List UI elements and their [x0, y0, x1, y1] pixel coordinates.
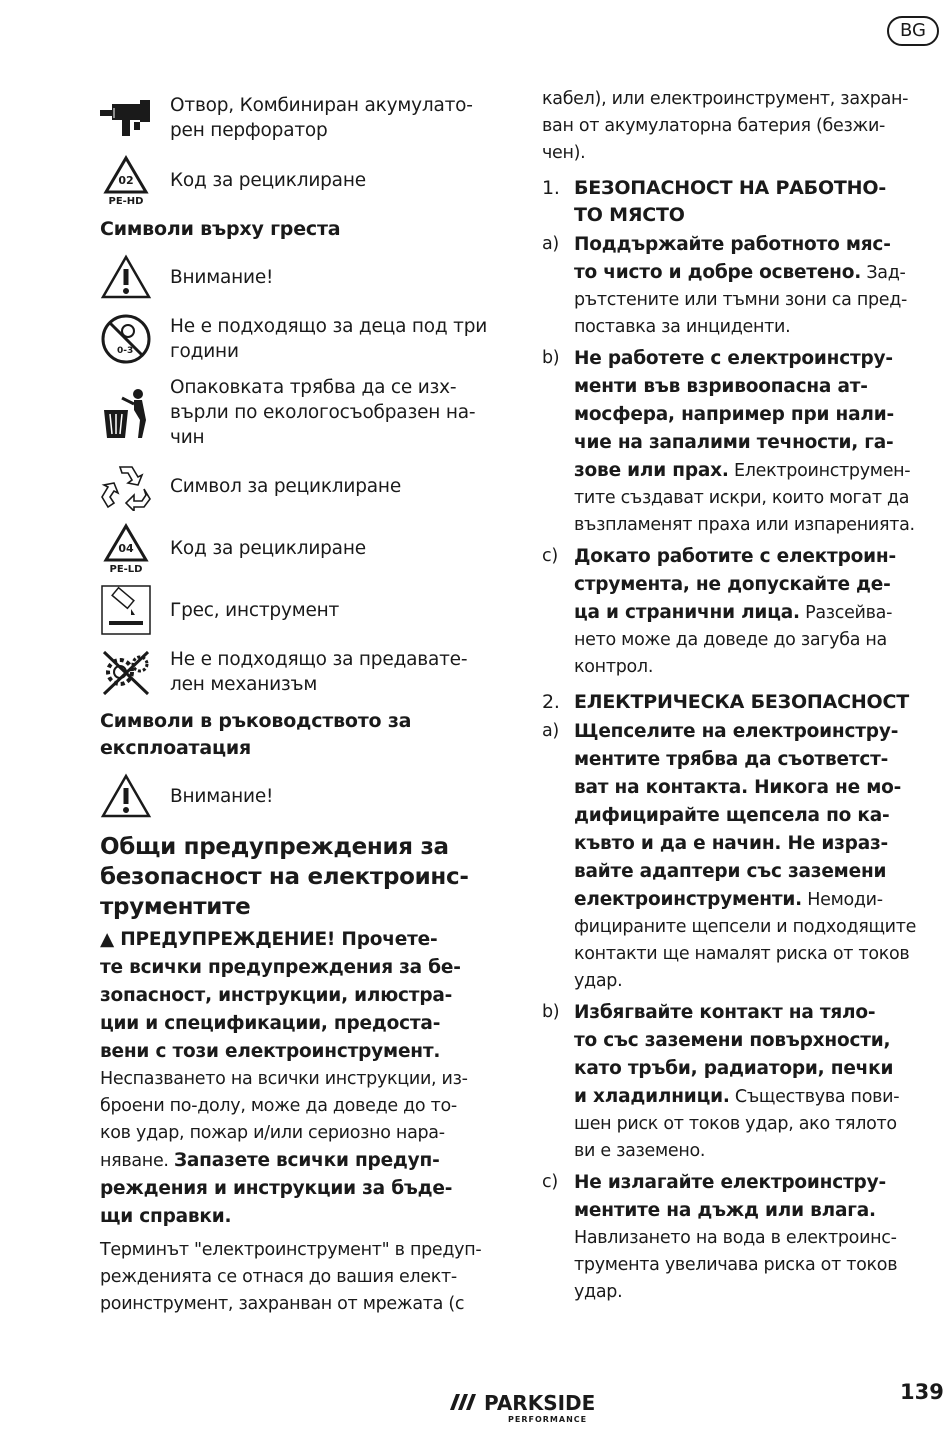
- symbol-label: Не е подходящо за предавате- лен механизъм: [170, 649, 468, 695]
- recycle-code-02-icon: [100, 154, 152, 206]
- brand-sub: PERFORMANCE: [508, 1415, 588, 1424]
- item-body: [574, 999, 899, 1165]
- recycle-code-04-icon: [100, 522, 152, 574]
- symbol-label: Отвор, Комбиниран акумулато- рен перфоратор: [170, 95, 473, 141]
- warning-bold: ▲ ПРЕДУПРЕЖДЕНИЕ! Прочете- те всички предупреждения за бе- зопасност, инструкции, илюстра- ции и спецификации, предоста- вени с този електроинструмент.: [100, 929, 461, 1062]
- item-text: Зад- рътстените или тъмни зони са пред- поставка за инциденти.: [574, 263, 908, 337]
- svg-text:PE-HD: PE-HD: [108, 196, 144, 206]
- no-gear-icon: [100, 646, 152, 698]
- section-heading: [542, 689, 942, 716]
- recycle-icon: [100, 460, 152, 512]
- item-body: [574, 1169, 897, 1306]
- right-column: [542, 86, 942, 1310]
- svg-text:PE-LD: PE-LD: [109, 564, 143, 574]
- symbol-row: [100, 375, 500, 450]
- item-bold: Избягвайте контакт на тяло- то със заземени повърхности, като тръби, радиатори, печки и хладилници.: [574, 1002, 894, 1107]
- item-bold: Поддържайте работното мяс- то чисто и добре осветено.: [574, 234, 891, 283]
- list-item: [542, 999, 942, 1165]
- list-item: [542, 231, 942, 341]
- item-text: Немоди- фицираните щепсели и подходящите контакти ще намалят риска от токов удар.: [574, 890, 917, 991]
- grease-tool-icon: [100, 584, 152, 636]
- symbol-row: [100, 646, 500, 698]
- section-number: 1.: [542, 177, 560, 199]
- manual-symbols-heading: Символи в ръководството за експлоатация: [100, 710, 412, 759]
- warning-icon: [100, 251, 152, 303]
- symbol-row: [100, 313, 500, 365]
- item-body: [574, 718, 916, 995]
- list-item: [542, 718, 942, 995]
- symbol-row: [100, 251, 500, 303]
- item-body: [574, 231, 907, 341]
- page-number: 139: [900, 1380, 944, 1404]
- warning-text: Неспазването на всички инструкции, из- броени по-долу, може да доведе до то- ков удар, пожар и/или сериозно нара- няване.: [100, 1069, 468, 1171]
- term-paragraph: Терминът "електроинструмент" в предуп- режденията се отнася до вашия елект- роинструмент, захранван от мрежата (с: [100, 1240, 482, 1314]
- symbol-row: [100, 460, 500, 512]
- symbol-label: Код за рециклиране: [170, 169, 366, 191]
- item-body: [574, 345, 915, 539]
- left-column: [100, 92, 500, 1324]
- main-heading: Общи предупреждения за безопасност на електроинс- трументите: [100, 834, 469, 920]
- list-item: [542, 543, 942, 681]
- section-title: БЕЗОПАСНОСТ НА РАБОТНО- ТО МЯСТО: [574, 177, 887, 226]
- item-bold: Не работете с електроинстру- менти във взривоопасна ат- мосфера, например при нали- чие на запалими течности, га- зове или прах.: [574, 348, 894, 481]
- item-text: Навлизането на вода в електроинс- трумента увеличава риска от токов удар.: [574, 1228, 898, 1302]
- symbol-label: Опаковката трябва да се изх- върли по екологосъобразен на- чин: [170, 377, 476, 448]
- symbol-row: [100, 92, 500, 144]
- logo-slashes-icon: [450, 1394, 476, 1410]
- item-text: Съществува пови- шен риск от токов удар, ако тялото ви е заземено.: [574, 1087, 900, 1161]
- svg-text:04: 04: [118, 542, 134, 555]
- not-for-children-icon: [100, 313, 152, 365]
- symbol-row: [100, 522, 500, 574]
- item-label: b): [542, 1002, 560, 1022]
- symbol-label: Внимание!: [170, 785, 274, 807]
- symbol-label: Не е подходящо за деца под три години: [170, 316, 488, 362]
- list-item: [542, 1169, 942, 1306]
- dispose-bin-icon: [100, 387, 152, 439]
- item-label: b): [542, 348, 560, 368]
- svg-text:0-3: 0-3: [117, 346, 134, 356]
- item-text: Разсейва- нето може да доведе до загуба на контрол.: [574, 603, 893, 677]
- item-text: Електроинструмен- тите създават искри, които могат да възпламенят праха или изпаренията.: [574, 461, 915, 535]
- item-label: a): [542, 234, 559, 254]
- symbol-label: Символ за рециклиране: [170, 475, 401, 497]
- item-body: [574, 543, 896, 681]
- item-label: c): [542, 1172, 558, 1192]
- symbol-row: [100, 584, 500, 636]
- grease-symbols-heading: Символи върху греста: [100, 218, 341, 240]
- section-title: ЕЛЕКТРИЧЕСКА БЕЗОПАСНОСТ: [574, 691, 910, 713]
- warning-bold-2: Запазете всички предуп- реждения и инструкции за бъде- щи справки.: [100, 1150, 453, 1227]
- hammer-drill-icon: [100, 92, 152, 144]
- intro-continuation: кабел), или електроинструмент, захран- ван от акумулаторна батерия (безжи- чен).: [542, 89, 909, 163]
- symbol-row: [100, 770, 500, 822]
- brand-name: PARKSIDE: [484, 1391, 596, 1415]
- list-item: [542, 345, 942, 539]
- symbol-label: Грес, инструмент: [170, 599, 340, 621]
- warning-icon: [100, 770, 152, 822]
- warning-paragraph: [100, 926, 500, 1231]
- item-bold: Докато работите с електроин- струмента, не допускайте де- ца и странични лица.: [574, 546, 896, 623]
- symbol-label: Внимание!: [170, 266, 274, 288]
- item-label: c): [542, 546, 558, 566]
- section-heading: [542, 175, 942, 229]
- section-number: 2.: [542, 691, 560, 713]
- item-bold: Не излагайте електроинстру- ментите на дъжд или влага.: [574, 1172, 886, 1221]
- parkside-logo: [448, 1388, 618, 1428]
- item-label: a): [542, 721, 559, 741]
- svg-text:02: 02: [118, 174, 134, 187]
- language-badge: BG: [887, 16, 939, 46]
- symbol-row: [100, 154, 500, 206]
- item-bold: Щепселите на електроинстру- ментите трябва да съответст- ват на контакта. Никога не мо- дифицирайте щепсела по ка- къвто и да е начин. Не израз- вайте адаптери със заземени електроинструменти.: [574, 721, 902, 910]
- symbol-label: Код за рециклиране: [170, 537, 366, 559]
